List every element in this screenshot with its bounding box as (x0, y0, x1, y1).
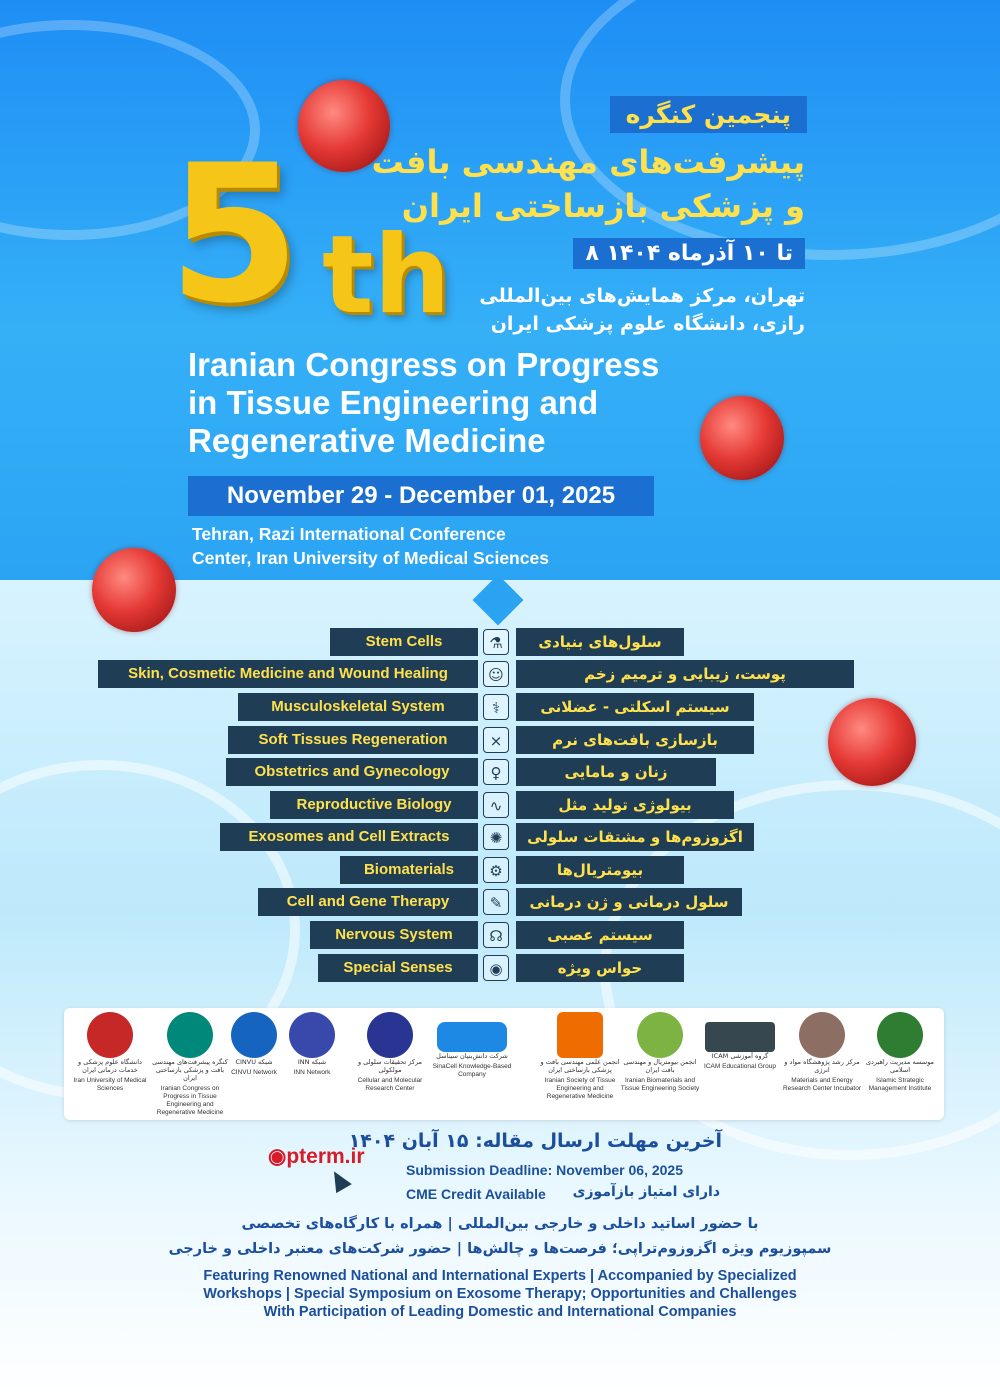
exosome-icon: ✺ (483, 824, 509, 850)
topic-en-label: Stem Cells (330, 628, 478, 656)
logo-en-caption: Islamic Strategic Management Institute (868, 1077, 932, 1092)
website-url[interactable]: pterm.ir (286, 1145, 365, 1168)
senses-head-icon: ◉ (483, 955, 509, 981)
logo-en-caption: SinaCell Knowledge-Based Company (432, 1063, 512, 1078)
topic-row (0, 888, 1000, 916)
topic-fa-label: سلول‌های بنیادی (516, 628, 684, 656)
logo-fa-caption: انجمن بیومتریال و مهندسی بافت ایران (623, 1058, 697, 1074)
topic-en-label: Skin, Cosmetic Medicine and Wound Healing (98, 660, 478, 688)
brain-head-icon: ☊ (483, 922, 509, 948)
fa-venue (405, 282, 805, 338)
logo-fa-caption: شرکت دانش‌بنیان سیناسل (436, 1052, 508, 1060)
logo-en-caption: Materials and Energy Research Center Incubator (782, 1077, 862, 1092)
en-cme: CME Credit Available (406, 1186, 546, 1202)
en-congress-title (188, 346, 748, 460)
topic-en-label: Nervous System (310, 921, 478, 949)
logo-fa-caption: شبکه INN (297, 1058, 327, 1066)
fa-feature-line: با حضور اساتید داخلی و خارجی بین‌المللی | همراه با کارگاه‌های تخصصی (241, 1216, 759, 1232)
globe-icon: ◉ (268, 1145, 287, 1168)
edition-number: 5 (168, 124, 301, 345)
joint-icon: ⚕ (483, 694, 509, 720)
topic-fa-label: بیومتریال‌ها (516, 856, 684, 884)
logo-fa-caption: شبکه CINVU (235, 1058, 273, 1066)
topic-en-label: Special Senses (318, 954, 478, 982)
logo-crc (348, 1012, 432, 1093)
crc-logo-mark (367, 1012, 413, 1058)
iums-logo-mark (87, 1012, 133, 1058)
sinacell-logo-mark (437, 1022, 507, 1052)
ismi-logo-mark (877, 1012, 923, 1058)
en-feature-line: Featuring Renowned National and International Experts | Accompanied by Specialized (203, 1268, 797, 1284)
en-title-line: Regenerative Medicine (188, 422, 546, 459)
en-feature-line: With Participation of Leading Domestic and International Companies (263, 1304, 737, 1320)
topic-en-label: Reproductive Biology (270, 791, 478, 819)
topic-en-label: Soft Tissues Regeneration (228, 726, 478, 754)
en-title-line: in Tissue Engineering and (188, 384, 599, 421)
topic-row (0, 823, 1000, 851)
topic-fa-label: بازسازی بافت‌های نرم (516, 726, 754, 754)
fa-cme: دارای امتیاز بازآموزی (572, 1184, 720, 1200)
logo-ibtes (618, 1012, 702, 1093)
logo-fa-caption: کنگره پیشرفت‌های مهندسی بافت و پزشکی بازساختی ایران (152, 1058, 228, 1082)
logo-fa-caption: دانشگاه علوم پزشکی و خدمات درمانی ایران (78, 1058, 142, 1074)
logo-merc (780, 1012, 864, 1093)
topic-fa-label: سیستم عصبی (516, 921, 684, 949)
topic-row (0, 921, 1000, 949)
en-date-badge: November 29 - December 01, 2025 (188, 476, 654, 516)
sperm-icon: ∿ (483, 792, 509, 818)
ibtes-logo-mark (637, 1012, 683, 1058)
logo-en-caption: INN Network (293, 1069, 331, 1076)
logo-inn (270, 1012, 354, 1077)
logo-icam (698, 1012, 782, 1071)
logo-en-caption: Iranian Congress on Progress in Tissue Engineering and Regenerative Medicine (156, 1085, 224, 1116)
logo-en-caption: Iranian Society of Tissue Engineering and Regenerative Medicine (544, 1077, 616, 1100)
logo-iums (68, 1012, 152, 1093)
logo-fa-caption: انجمن علمی مهندسی بافت و پزشکی بازساختی ایران (540, 1058, 620, 1074)
fa-feature-line: سمپوزیوم ویژه اگزوزوم‌تراپی؛ فرصت‌ها و چالش‌ها | حضور شرکت‌های معتبر داخلی و خارجی (168, 1241, 832, 1257)
logo-ismi (858, 1012, 942, 1093)
topic-fa-label: پوست، زیبایی و ترمیم زخم (516, 660, 854, 688)
topic-fa-label: بیولوژی تولید مثل (516, 791, 734, 819)
topic-row (0, 628, 1000, 656)
logo-en-caption: Iranian Biomaterials and Tissue Engineering Society (620, 1077, 700, 1092)
logo-en-caption: Cellular and Molecular Research Center (357, 1077, 423, 1092)
iterms-logo-mark (557, 1012, 603, 1058)
topic-fa-label: زنان و مامایی (516, 758, 716, 786)
topic-fa-label: اگزوزوم‌ها و مشتقات سلولی (516, 823, 754, 851)
topic-en-label: Musculoskeletal System (238, 693, 478, 721)
topic-en-label: Cell and Gene Therapy (258, 888, 478, 916)
topic-row (0, 726, 1000, 754)
gear-molecule-icon: ⚙ (483, 857, 509, 883)
microscope-icon: ⚗ (483, 629, 509, 655)
fa-title-line: و پزشکی بازساختی ایران (401, 187, 805, 225)
fa-title-line: پیشرفت‌های مهندسی بافت (371, 143, 805, 181)
en-title-line: Iranian Congress on Progress (188, 346, 660, 383)
fa-venue-line: رازی، دانشگاه علوم پزشکی ایران (490, 313, 805, 335)
merc-logo-mark (799, 1012, 845, 1058)
inn-logo-mark (289, 1012, 335, 1058)
en-venue-line: Center, Iran University of Medical Sciences (192, 548, 549, 568)
logo-iterms (538, 1012, 622, 1101)
fa-venue-line: تهران، مرکز همایش‌های بین‌المللی (479, 285, 805, 307)
pterm-logo-mark (167, 1012, 213, 1058)
en-venue (192, 522, 549, 570)
topic-fa-label: سیستم اسکلتی - عضلانی (516, 693, 754, 721)
topic-fa-label: سلول درمانی و ژن درمانی (516, 888, 742, 916)
icam-logo-mark (705, 1022, 775, 1052)
woman-icon: ♀ (483, 759, 509, 785)
topic-row (0, 660, 1000, 688)
logo-fa-caption: مرکز رشد پژوهشگاه مواد و انرژی (784, 1058, 860, 1074)
red-cell-decoration (92, 548, 176, 632)
syringe-icon: ✎ (483, 889, 509, 915)
topic-row (0, 693, 1000, 721)
topic-row (0, 856, 1000, 884)
topic-en-label: Biomaterials (340, 856, 478, 884)
sponsor-logos-strip (64, 1008, 944, 1120)
en-deadline: Submission Deadline: November 06, 2025 (406, 1162, 683, 1178)
topic-en-label: Obstetrics and Gynecology (226, 758, 478, 786)
fa-congress-badge: پنجمین کنگره (610, 96, 807, 133)
logo-fa-caption: موسسه مدیریت راهبردی اسلامی (865, 1058, 935, 1074)
fa-deadline: آخرین مهلت ارسال مقاله: ۱۵ آبان ۱۴۰۴ (348, 1130, 722, 1152)
topic-en-label: Exosomes and Cell Extracts (220, 823, 478, 851)
tissue-mesh-icon: ⨯ (483, 727, 509, 753)
topic-row (0, 791, 1000, 819)
logo-sinacell (430, 1012, 514, 1079)
logo-fa-caption: گروه آموزشی ICAM (711, 1052, 769, 1060)
face-icon: ☺ (483, 661, 509, 687)
topic-fa-label: حواس ویژه (516, 954, 684, 982)
fa-date-badge: ۸ تا ۱۰ آذرماه ۱۴۰۴ (573, 238, 805, 269)
logo-en-caption: Iran University of Medical Sciences (73, 1077, 147, 1092)
topic-row (0, 758, 1000, 786)
logo-en-caption: ICAM Educational Group (704, 1063, 776, 1070)
en-feature-line: Workshops | Special Symposium on Exosome Therapy; Opportunities and Challenges (203, 1286, 797, 1302)
edition-suffix: th (322, 213, 451, 338)
logo-fa-caption: مرکز تحقیقات سلولی و مولکولی (357, 1058, 423, 1074)
topic-row (0, 954, 1000, 982)
en-venue-line: Tehran, Razi International Conference (192, 524, 506, 544)
logo-en-caption: CINVU Network (231, 1069, 277, 1076)
